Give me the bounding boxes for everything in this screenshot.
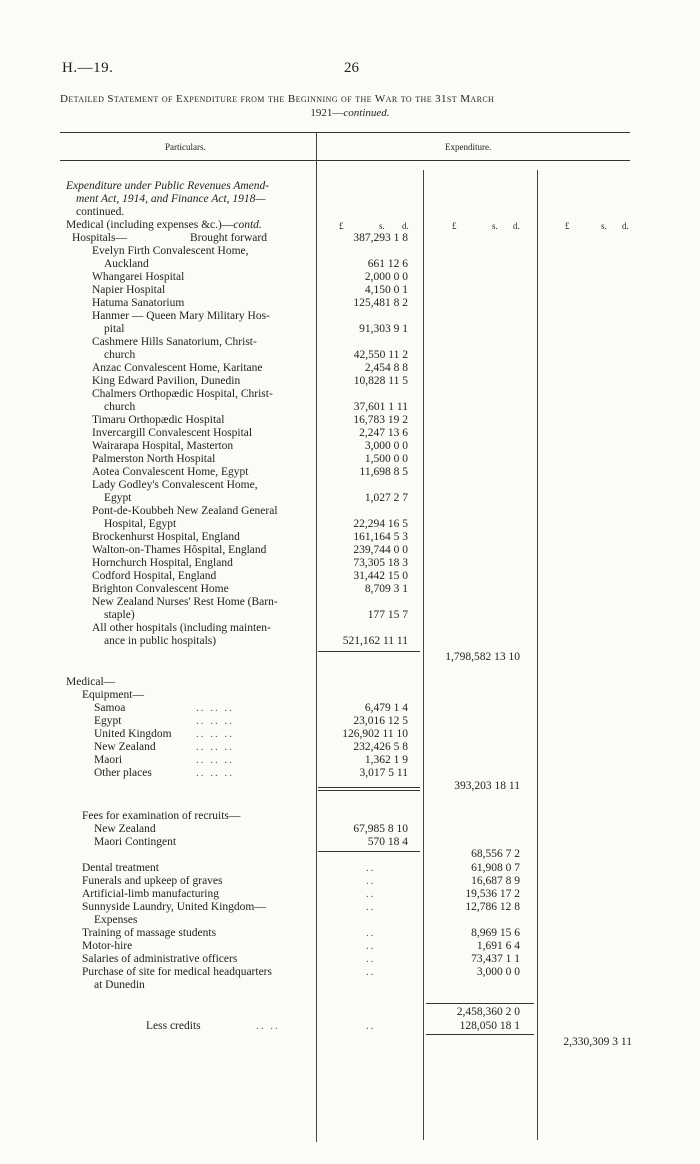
fees-heading: Fees for examination of recruits—	[82, 810, 241, 822]
expense-label: Expenses	[94, 914, 138, 926]
hospitals-heading: Hospitals—	[72, 232, 127, 244]
hospital-name: All other hospitals (including mainten-	[92, 622, 271, 634]
hospital-name: Brighton Convalescent Home	[92, 583, 229, 595]
currency-pence: d.	[402, 221, 409, 231]
fee-amount: 67,985 8 10	[353, 823, 408, 835]
hospital-amount: 1,500 0 0	[364, 453, 408, 465]
leader-dots: ..	[366, 875, 376, 887]
section-heading: ment Act, 1914, and Finance Act, 1918—	[76, 193, 266, 205]
hospital-amount: 2,000 0 0	[364, 271, 408, 283]
report-reference: H.—19.	[62, 60, 114, 76]
hospital-amount: 661 12 6	[367, 258, 408, 270]
expense-amount: 16,687 8 9	[471, 875, 520, 887]
medical-heading: Medical—	[66, 676, 116, 688]
hospital-amount: 2,247 13 6	[359, 427, 408, 439]
net-total: 2,330,309 3 11	[563, 1036, 632, 1048]
table-header-rule	[60, 160, 630, 161]
expense-label: Dental treatment	[82, 862, 159, 874]
hospital-name: Hospital, Egypt	[104, 518, 177, 530]
page-number: 26	[344, 60, 359, 76]
column-divider	[316, 132, 317, 1142]
section-heading: continued.	[76, 206, 125, 218]
equipment-label: Samoa	[94, 702, 126, 714]
hospital-amount: 8,709 3 1	[364, 583, 408, 595]
column-header-expenditure: Expenditure.	[445, 142, 492, 152]
equipment-amount: 3,017 5 11	[359, 767, 408, 779]
hospital-amount: 521,162 11 11	[342, 635, 408, 647]
hospital-amount: 2,454 8 8	[364, 362, 408, 374]
expense-amount: 12,786 12 8	[465, 901, 520, 913]
hospital-name: Invercargill Convalescent Hospital	[92, 427, 253, 439]
hospital-name: Timaru Orthopædic Hospital	[92, 414, 225, 426]
column-divider	[423, 170, 424, 1140]
currency-pound: £	[452, 221, 457, 231]
equipment-label: United Kingdom	[94, 728, 172, 740]
hospital-name: Lady Godley's Convalescent Home,	[92, 479, 258, 491]
equipment-label: Egypt	[94, 715, 122, 727]
hospital-name: Cashmere Hills Sanatorium, Christ-	[92, 336, 257, 348]
leader-dots: .. .. ..	[196, 715, 234, 727]
leader-dots: .. .. ..	[196, 741, 234, 753]
subtotal-rule	[318, 787, 420, 788]
fee-amount: 570 18 4	[367, 836, 408, 848]
hospital-name: Auckland	[104, 258, 149, 270]
equipment-amount: 232,426 5 8	[353, 741, 408, 753]
currency-pound: £	[565, 221, 570, 231]
equipment-amount: 6,479 1 4	[364, 702, 408, 714]
hospital-amount: 177 15 7	[367, 609, 408, 621]
hospital-name: Anzac Convalescent Home, Karitane	[92, 362, 263, 374]
equipment-heading: Equipment—	[82, 689, 144, 701]
total-rule	[426, 1003, 534, 1004]
hospital-name: Hornchurch Hospital, England	[92, 557, 233, 569]
expense-label: Training of massage students	[82, 927, 217, 939]
leader-dots: ..	[366, 927, 376, 939]
hospital-name: pital	[104, 323, 125, 335]
hospital-name: Evelyn Firth Convalescent Home,	[92, 245, 249, 257]
hospital-amount: 16,783 19 2	[353, 414, 408, 426]
hospital-name: Napier Hospital	[92, 284, 166, 296]
expense-label: Motor-hire	[82, 940, 133, 952]
expense-label: Sunnyside Laundry, United Kingdom—	[82, 901, 266, 913]
expense-label: Funerals and upkeep of graves	[82, 875, 223, 887]
hospitals-total: 1,798,582 13 10	[445, 651, 520, 663]
medical-heading: Medical (including expenses &c.)—contd.	[66, 219, 262, 231]
hospital-amount: 1,027 2 7	[364, 492, 408, 504]
hospital-amount: 239,744 0 0	[353, 544, 408, 556]
hospital-name: ance in public hospitals)	[104, 635, 217, 647]
equipment-amount: 126,902 11 10	[342, 728, 408, 740]
hospital-amount: 91,303 9 1	[359, 323, 408, 335]
page-title-continued: 1921—continued.	[310, 107, 390, 119]
hospital-amount: 73,305 18 3	[353, 557, 408, 569]
equipment-total: 393,203 18 11	[454, 780, 520, 792]
total-rule	[426, 1034, 534, 1035]
hospital-name: staple)	[104, 609, 135, 621]
expense-label: Purchase of site for medical headquarters	[82, 966, 272, 978]
less-credits-label: Less credits	[146, 1020, 201, 1032]
expense-label: Artificial-limb manufacturing	[82, 888, 219, 900]
leader-dots: .. .. ..	[196, 754, 234, 766]
brought-forward-amount: 387,293 1 8	[353, 232, 408, 244]
hospital-name: Codford Hospital, England	[92, 570, 217, 582]
currency-shillings: s.	[492, 221, 498, 231]
currency-pence: d.	[513, 221, 520, 231]
hospital-name: Whangarei Hospital	[92, 271, 185, 283]
subtotal-rule	[318, 851, 420, 852]
equipment-label: Other places	[94, 767, 152, 779]
hospital-name: church	[104, 401, 136, 413]
leader-dots: ..	[366, 862, 376, 874]
currency-shillings: s.	[379, 221, 385, 231]
expense-label: Salaries of administrative officers	[82, 953, 238, 965]
gross-total: 2,458,360 2 0	[456, 1006, 520, 1018]
hospital-name: Palmerston North Hospital	[92, 453, 216, 465]
leader-dots: ..	[366, 888, 376, 900]
hospital-amount: 37,601 1 11	[353, 401, 408, 413]
leader-dots: ..	[366, 901, 376, 913]
leader-dots: ..	[366, 966, 376, 978]
currency-shillings: s.	[601, 221, 607, 231]
hospital-name: New Zealand Nurses' Rest Home (Barn-	[92, 596, 278, 608]
brought-forward-label: Brought forward	[190, 232, 267, 244]
hospital-name: Walton-on-Thames Hôspital, England	[92, 544, 267, 556]
section-heading: Expenditure under Public Revenues Amend-	[66, 180, 270, 192]
hospital-name: Hatuma Sanatorium	[92, 297, 185, 309]
leader-dots: .. ..	[256, 1020, 280, 1032]
hospital-name: Brockenhurst Hospital, England	[92, 531, 240, 543]
equipment-amount: 23,016 12 5	[353, 715, 408, 727]
hospital-name: Wairarapa Hospital, Masterton	[92, 440, 234, 452]
expense-amount: 8,969 15 6	[471, 927, 520, 939]
hospital-amount: 161,164 5 3	[353, 531, 408, 543]
expense-amount: 61,908 0 7	[471, 862, 520, 874]
fees-total: 68,556 7 2	[471, 848, 520, 860]
hospital-amount: 11,698 8 5	[359, 466, 408, 478]
expense-amount: 73,437 1 1	[471, 953, 520, 965]
hospital-amount: 42,550 11 2	[353, 349, 408, 361]
less-credits-amount: 128,050 18 1	[459, 1020, 520, 1032]
hospital-name: Hanmer — Queen Mary Military Hos-	[92, 310, 270, 322]
table-top-rule	[60, 132, 630, 133]
equipment-amount: 1,362 1 9	[364, 754, 408, 766]
page-title: Detailed Statement of Expenditure from the Beginning of the War to the 31st March	[60, 93, 495, 105]
expense-amount: 1,691 6 4	[476, 940, 520, 952]
fee-label: New Zealand	[94, 823, 156, 835]
hospital-name: Pont-de-Koubbeh New Zealand General	[92, 505, 278, 517]
currency-pound: £	[339, 221, 344, 231]
column-divider	[537, 170, 538, 1140]
leader-dots: ..	[366, 1020, 376, 1032]
hospital-amount: 3,000 0 0	[364, 440, 408, 452]
leader-dots: ..	[366, 953, 376, 965]
column-header-particulars: Particulars.	[165, 142, 206, 152]
leader-dots: .. .. ..	[196, 702, 234, 714]
expense-label: at Dunedin	[94, 979, 145, 991]
hospital-amount: 22,294 16 5	[353, 518, 408, 530]
currency-pence: d.	[622, 221, 629, 231]
hospital-name: Egypt	[104, 492, 132, 504]
hospital-name: Aotea Convalescent Home, Egypt	[92, 466, 249, 478]
hospital-amount: 125,481 8 2	[353, 297, 408, 309]
hospital-amount: 10,828 11 5	[353, 375, 408, 387]
leader-dots: .. .. ..	[196, 728, 234, 740]
expense-amount: 19,536 17 2	[465, 888, 520, 900]
leader-dots: ..	[366, 940, 376, 952]
hospital-name: church	[104, 349, 136, 361]
expense-amount: 3,000 0 0	[476, 966, 520, 978]
fee-label: Maori Contingent	[94, 836, 177, 848]
subtotal-rule	[318, 651, 420, 652]
subtotal-rule	[318, 790, 420, 791]
leader-dots: .. .. ..	[196, 767, 234, 779]
hospital-amount: 31,442 15 0	[353, 570, 408, 582]
equipment-label: Maori	[94, 754, 123, 766]
hospital-name: King Edward Pavilion, Dunedin	[92, 375, 241, 387]
equipment-label: New Zealand	[94, 741, 156, 753]
hospital-amount: 4,150 0 1	[364, 284, 408, 296]
hospital-name: Chalmers Orthopædic Hospital, Christ-	[92, 388, 273, 400]
